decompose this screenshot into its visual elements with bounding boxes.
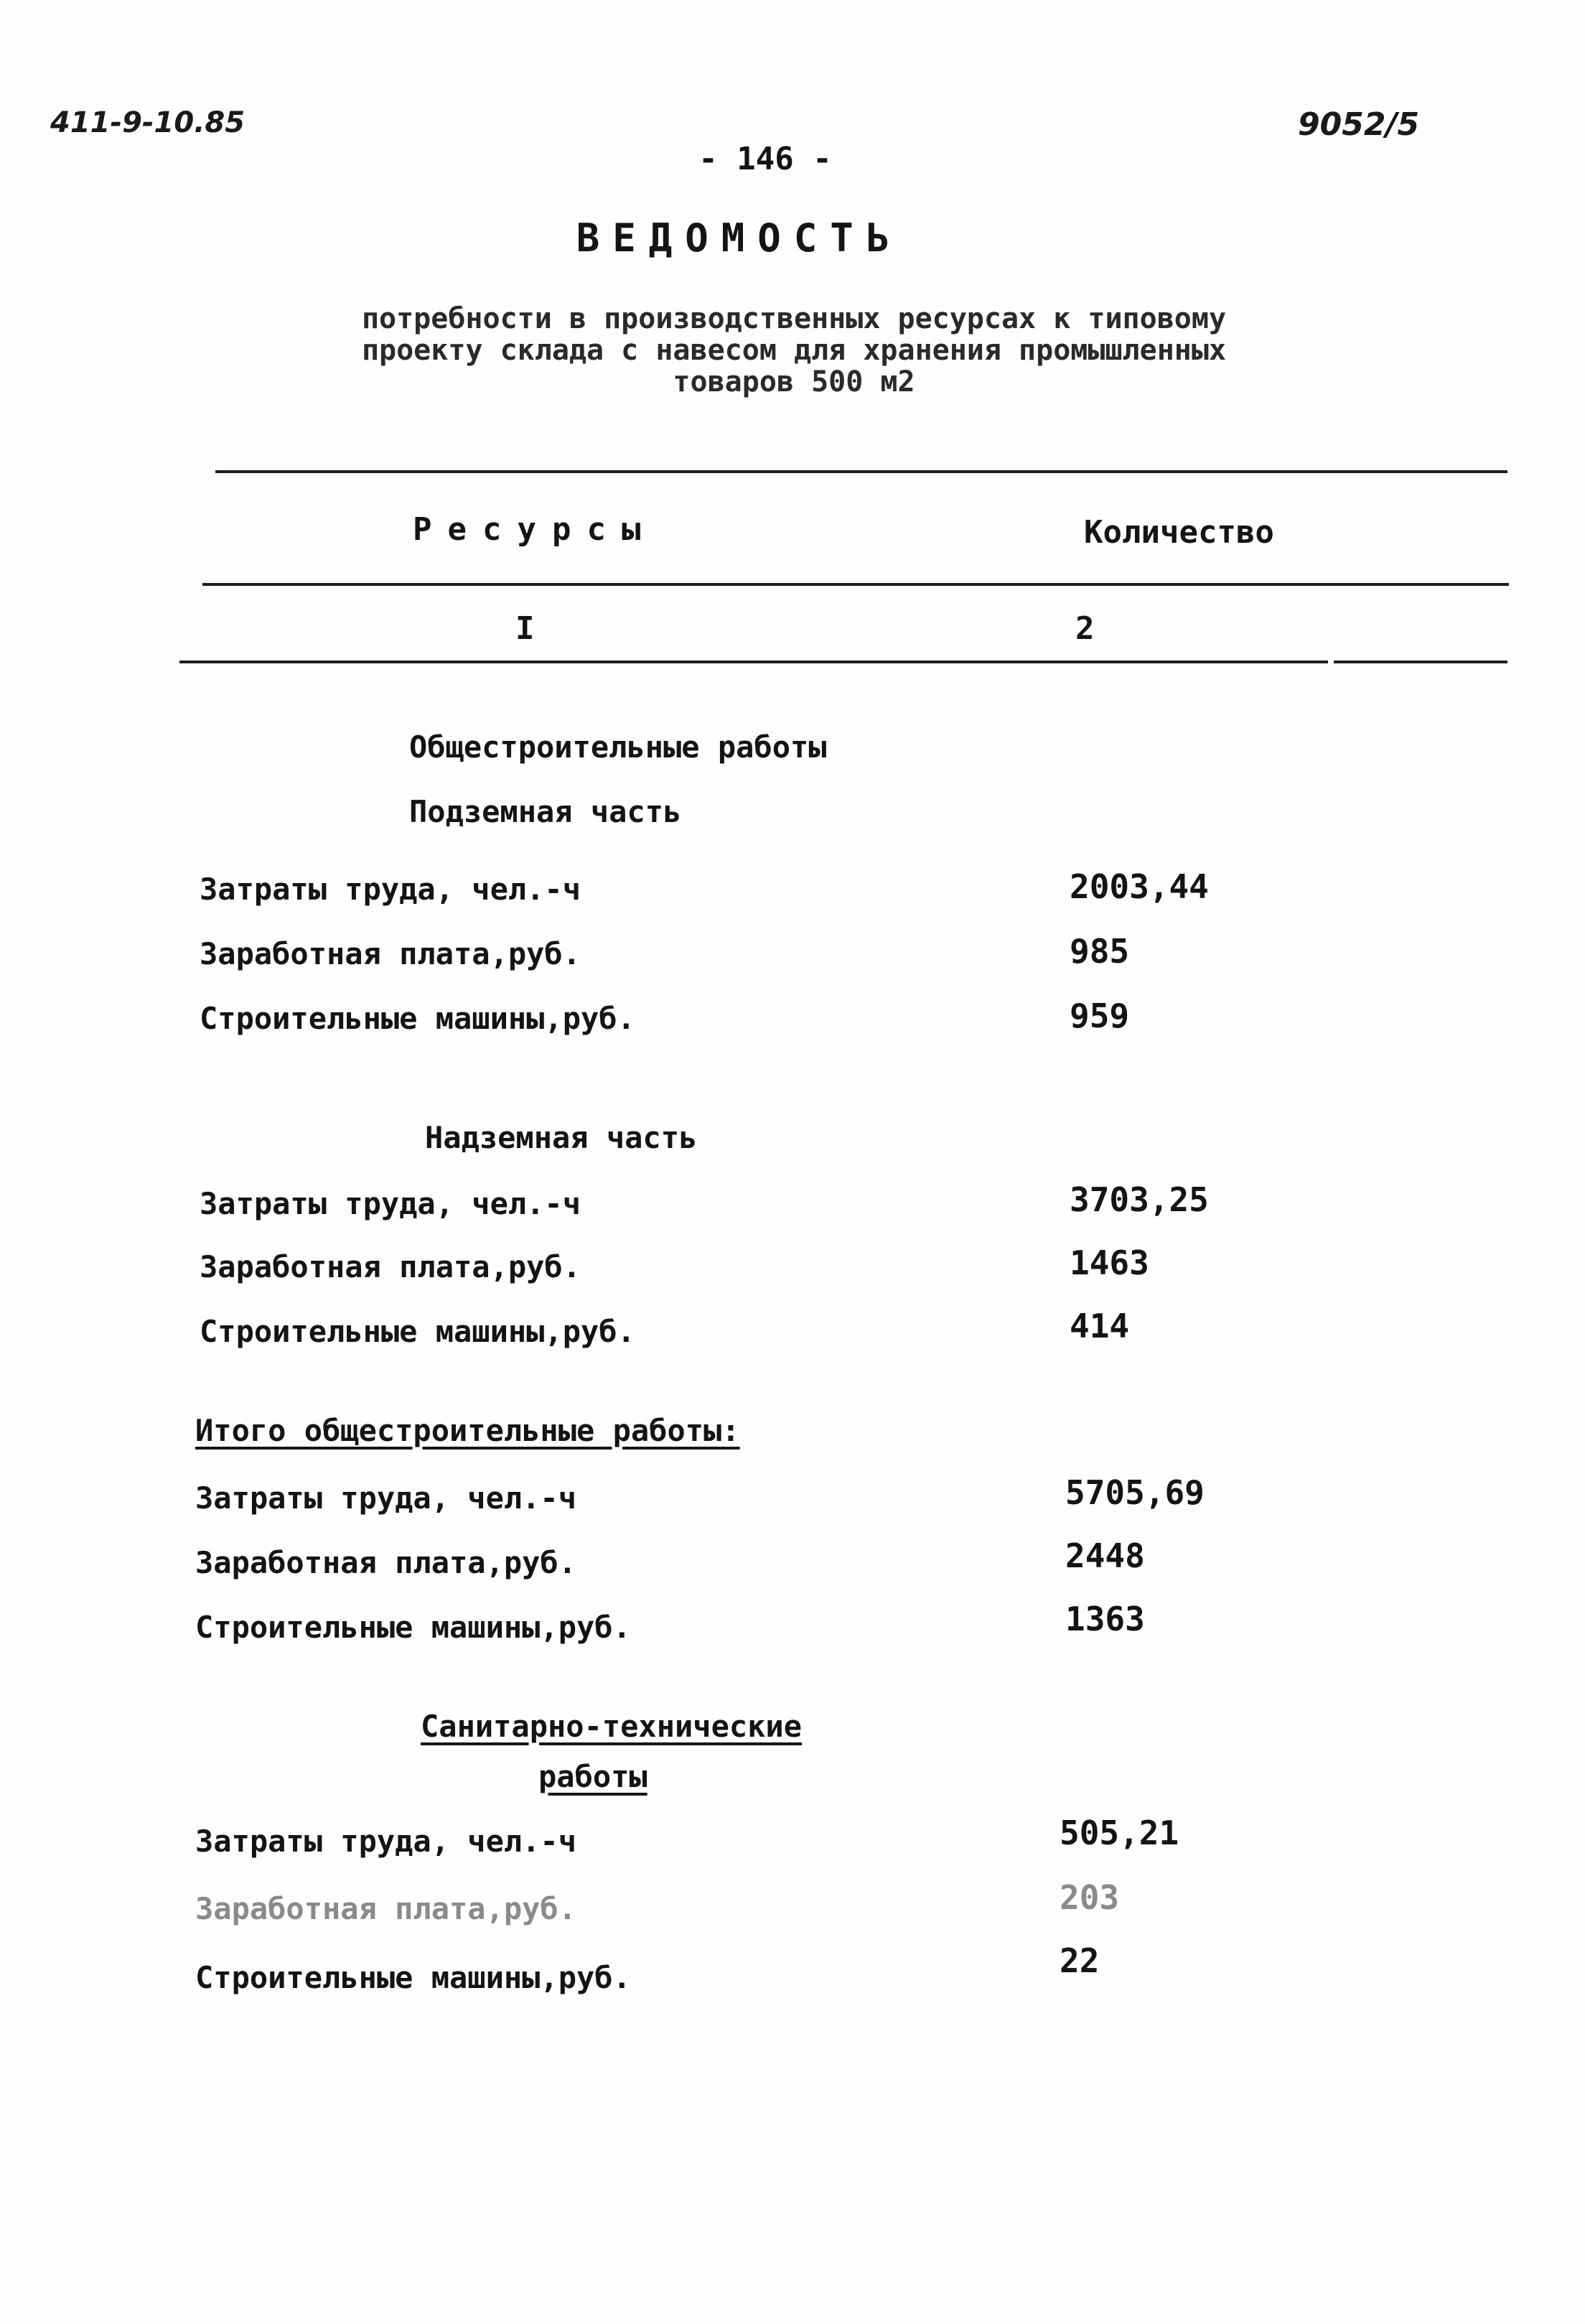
subtitle-line-1: потребности в производственных ресурсах к типовому <box>361 302 1227 335</box>
column-header-resources: Ресурсы <box>413 511 657 548</box>
sheet-reference: 9052/5 <box>1298 106 1420 143</box>
row-label: Строительные машины,руб. <box>195 1610 631 1645</box>
row-value: 414 <box>1070 1307 1130 1345</box>
column-number-2: 2 <box>1075 610 1095 647</box>
row-label: Затраты труда, чел.-ч <box>195 1480 577 1516</box>
page-number: - 146 - <box>698 141 832 177</box>
table-numbering-rule <box>179 661 1328 663</box>
column-number-1: I <box>515 610 535 647</box>
subsection-aboveground-title: Надземная часть <box>425 1120 698 1155</box>
section-sanitary-title-line-2: работы <box>538 1759 647 1794</box>
table-top-rule <box>215 470 1507 473</box>
subsection-underground-title: Подземная часть <box>409 794 682 829</box>
section-sanitary-title-line-1: Санитарно-технические <box>421 1709 803 1744</box>
row-label: Заработная плата,руб. <box>200 936 581 971</box>
row-label: Строительные машины,руб. <box>200 1314 635 1349</box>
row-label: Заработная плата,руб. <box>195 1891 577 1926</box>
row-value: 1463 <box>1070 1243 1149 1282</box>
row-label: Заработная плата,руб. <box>195 1545 577 1580</box>
row-value: 3703,25 <box>1070 1180 1209 1219</box>
subtitle-line-3: товаров 500 м2 <box>673 365 915 398</box>
row-value: 1363 <box>1065 1600 1145 1638</box>
row-label: Строительные машины,руб. <box>195 1960 631 1995</box>
row-value: 959 <box>1070 997 1130 1035</box>
section-general-title: Общестроительные работы <box>409 729 827 765</box>
column-header-quantity: Количество <box>1084 514 1274 551</box>
row-value: 2448 <box>1065 1536 1145 1575</box>
doc-code: 411-9-10.85 <box>50 106 246 139</box>
row-value: 2003,44 <box>1070 867 1209 906</box>
table-header-rule <box>202 583 1509 586</box>
subtitle-line-2: проекту склада с навесом для хранения промышленных <box>361 334 1227 367</box>
row-value: 505,21 <box>1060 1814 1179 1852</box>
row-label: Заработная плата,руб. <box>200 1249 581 1284</box>
table-numbering-rule-right <box>1334 661 1507 663</box>
row-value: 985 <box>1070 932 1130 971</box>
row-label: Затраты труда, чел.-ч <box>195 1824 577 1859</box>
row-value: 5705,69 <box>1065 1473 1205 1512</box>
row-value: 203 <box>1060 1878 1120 1917</box>
row-label: Затраты труда, чел.-ч <box>200 872 581 907</box>
section-total-title: Итого общестроительные работы: <box>195 1413 740 1448</box>
row-value: 22 <box>1060 1941 1100 1980</box>
document-title: ВЕДОМОСТЬ <box>576 215 903 261</box>
row-label: Затраты труда, чел.-ч <box>200 1186 581 1221</box>
row-label: Строительные машины,руб. <box>200 1001 635 1036</box>
